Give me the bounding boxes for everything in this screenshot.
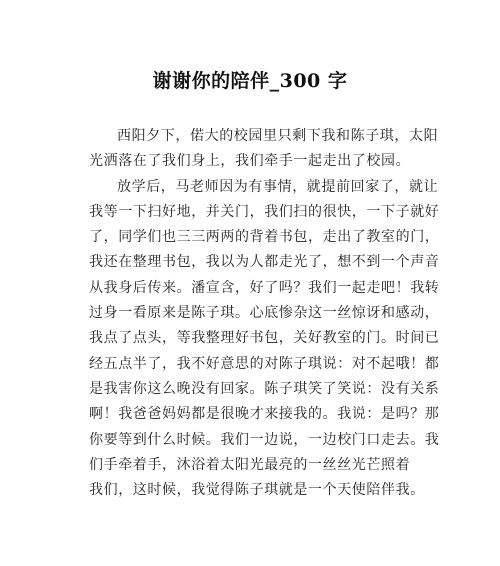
paragraph-2-line-4: 我还在整理书包，我以为人都走光了，想不到一个声音 (89, 254, 440, 271)
paragraph-2-line-8: 经五点半了，我不好意思的对陈子琪说：对不起哦！都 (89, 355, 440, 372)
paragraph-2-line-1: 放学后，马老师因为有事情，就提前回家了，就让 (117, 178, 439, 195)
paragraph-2-line-11: 你要等到什么时候。我们一边说，一边校门口走去。我 (89, 431, 440, 448)
paragraph-2-line-6: 过身一看原来是陈子琪。心底惨杂这一丝惊讶和感动， (89, 305, 440, 322)
paragraph-2-line-12: 们手牵着手，沐浴着太阳光最亮的一丝丝光芒照着 (89, 456, 411, 473)
paragraph-1-line-2: 光洒落在了我们身上，我们牵手一起走出了校园。 (89, 153, 411, 170)
paragraph-2-line-3: 了，同学们也三三两两的背着书包，走出了教室的门， (89, 229, 440, 246)
paragraph-2-line-7: 我点了点头，等我整理好书包，关好教室的门。时间已 (89, 330, 440, 347)
article-body (89, 124, 440, 503)
paragraph-2-line-10: 啊！我爸爸妈妈都是很晚才来接我的。我说：是吗？那 (89, 406, 440, 423)
page-title: 谢谢你的陪伴_300 字 (152, 70, 348, 92)
paragraph-1-line-1: 西阳夕下，偌大的校园里只剩下我和陈子琪，太阳 (117, 128, 439, 144)
paragraph-2-line-5: 从我身后传来。潘宣含，好了吗？我们一起走吧！我转 (89, 279, 440, 296)
paragraph-2-line-2: 我等一下扫好地，并关门，我们扫的很快，一下子就好 (89, 203, 440, 220)
paragraph-2-line-13: 我们，这时候，我觉得陈子琪就是一个天使陪伴我。 (89, 482, 425, 499)
paragraph-2-line-9: 是我害你这么晚没有回家。陈子琪笑了笑说：没有关系 (89, 380, 440, 397)
